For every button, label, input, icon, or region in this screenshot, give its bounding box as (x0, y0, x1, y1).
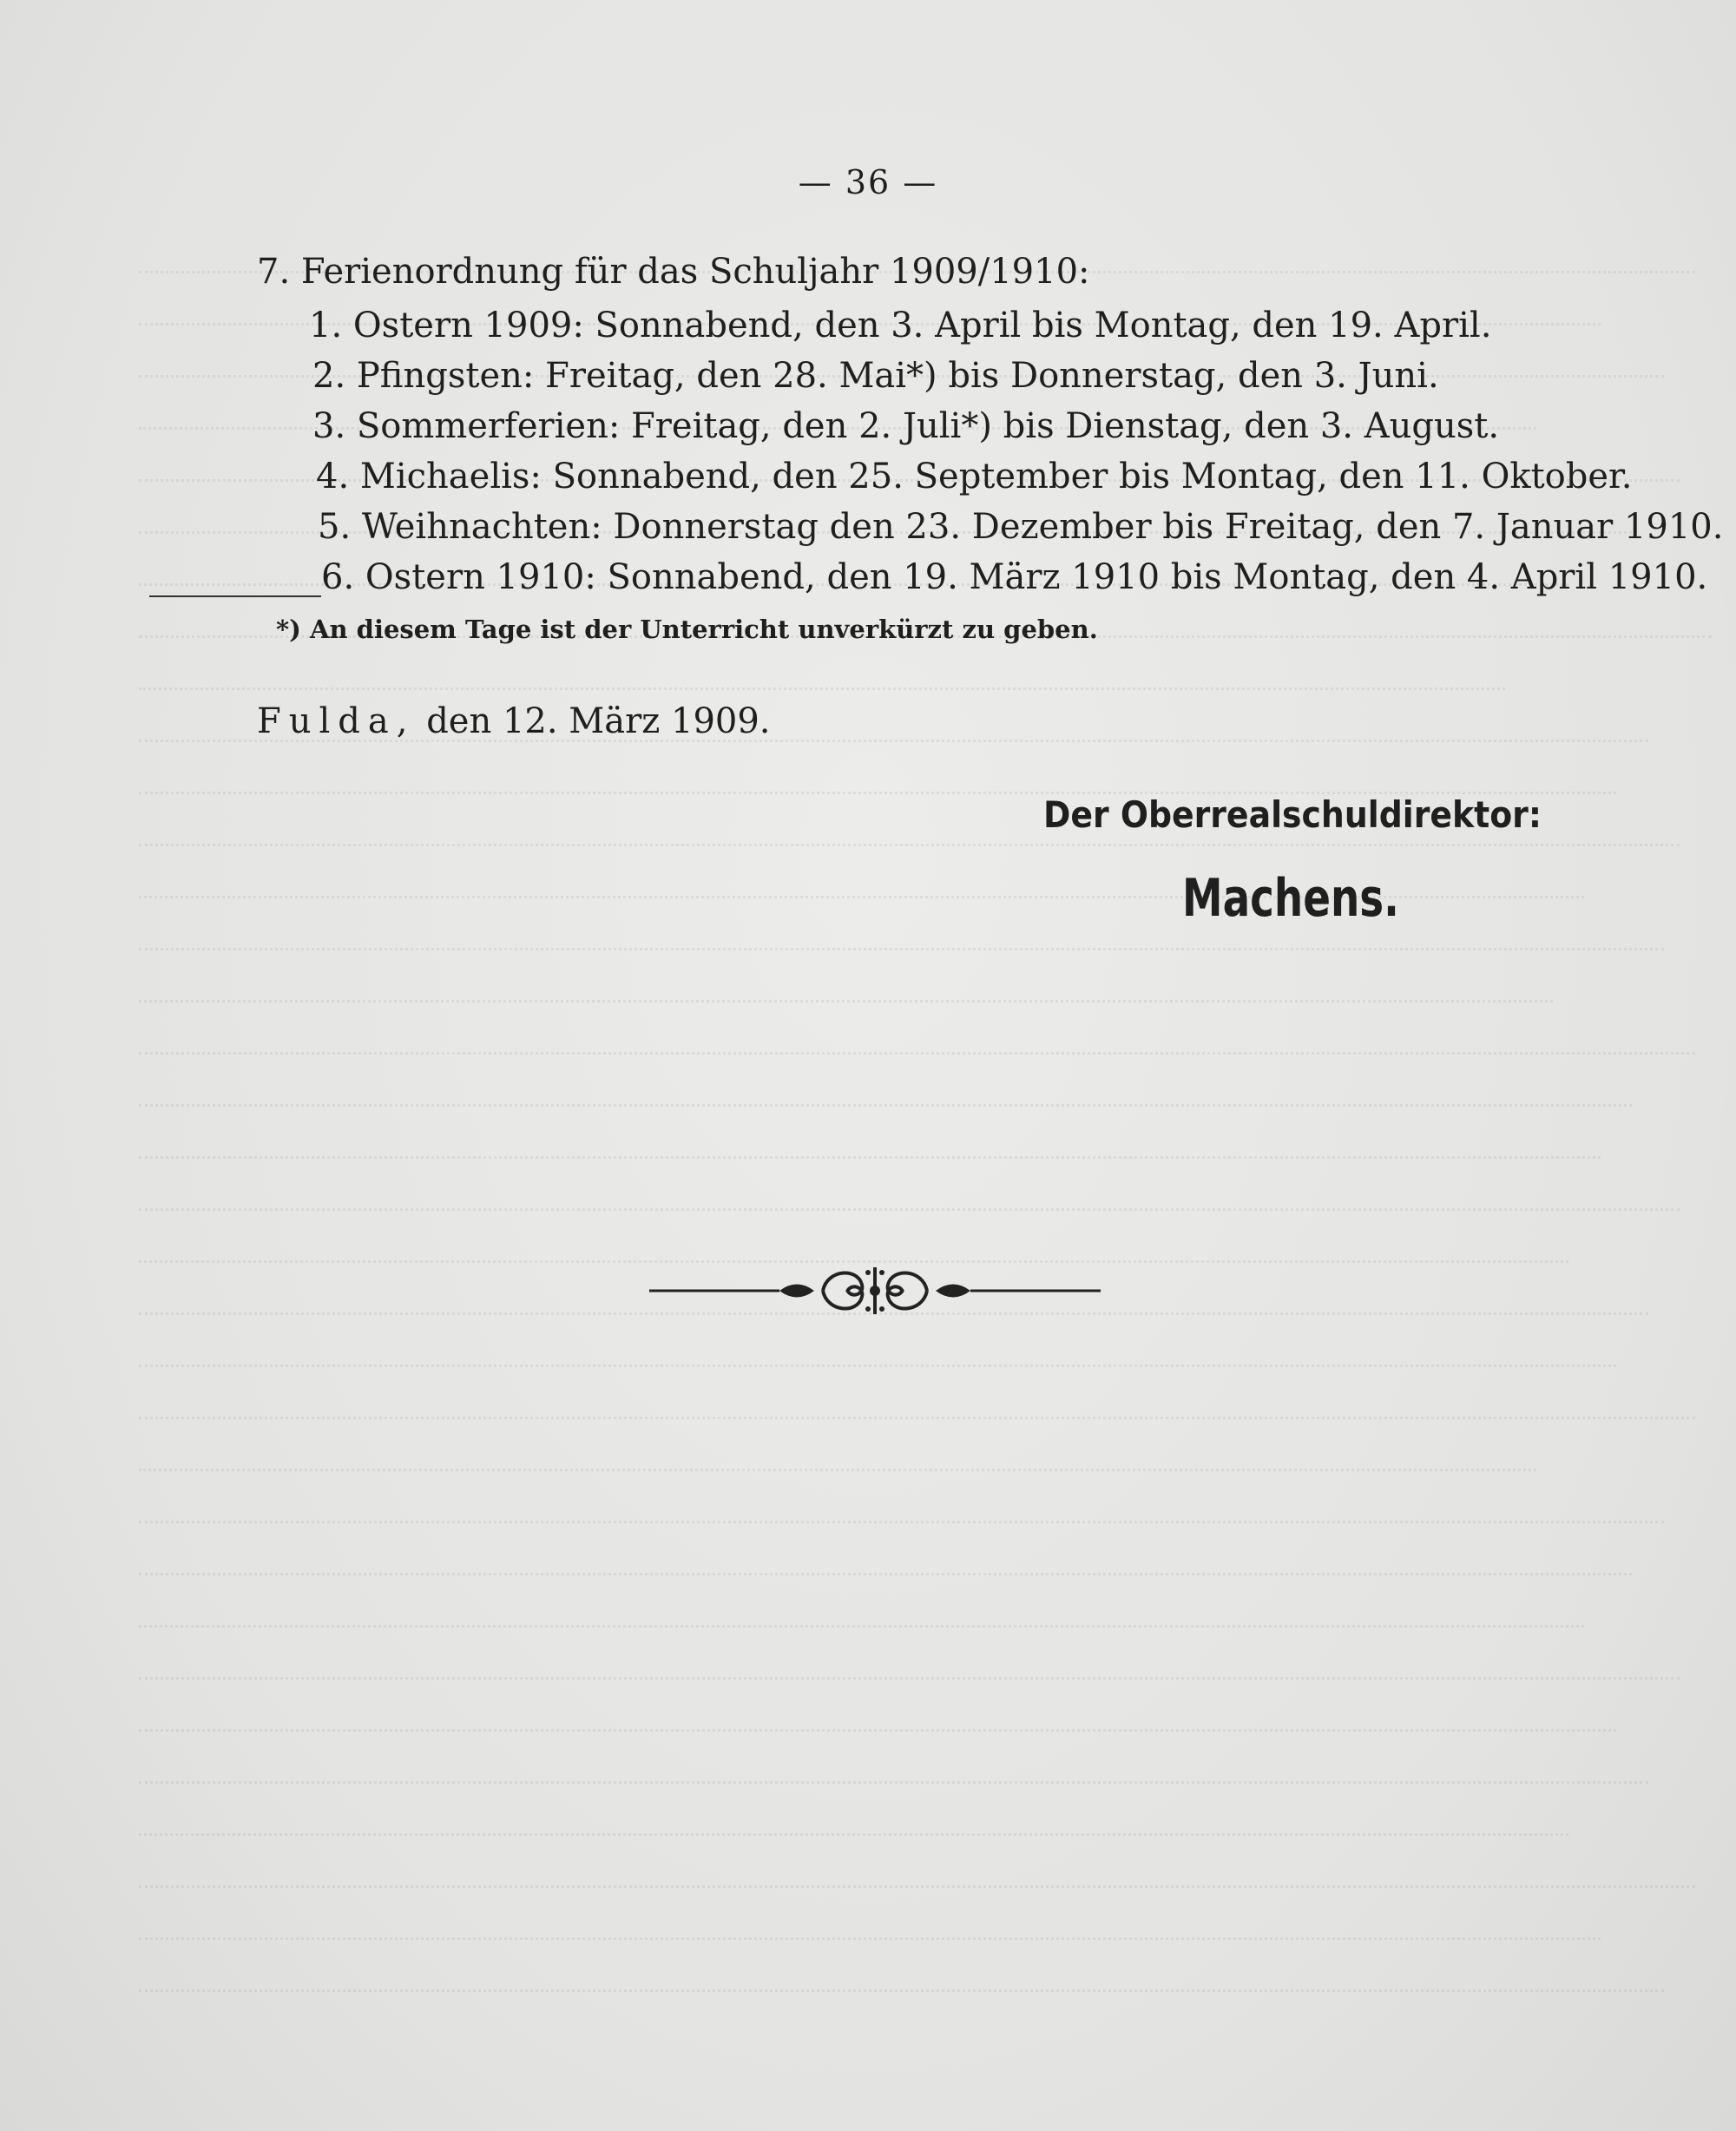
bleed-through-line (139, 1033, 1695, 1055)
footnote-rule (149, 595, 321, 597)
place-date (257, 701, 771, 741)
place: Fulda, (257, 701, 416, 741)
bleed-through-line (139, 1970, 1664, 1992)
bleed-through-line (139, 668, 1505, 690)
holiday-item-easter-1909: 1. Ostern 1909: Sonnabend, den 3. April bis Montag, den 19. April. (309, 306, 1492, 345)
holiday-item-easter-1910: 6. Ostern 1910: Sonnabend, den 19. März 1910 bis Montag, den 4. April 1910. (321, 557, 1708, 597)
bleed-through-line (139, 1502, 1664, 1523)
section-heading: 7. Ferienordnung für das Schuljahr 1909/1910: (257, 252, 1090, 292)
bleed-through-line (139, 1085, 1632, 1107)
date: den 12. März 1909. (426, 701, 771, 741)
bleed-through-line (139, 1606, 1584, 1628)
page-number: — 36 — (798, 163, 938, 201)
ornament-divider-icon (649, 1260, 1101, 1321)
bleed-through-line (139, 981, 1553, 1003)
signature-title: Der Oberrealschuldirektor: (1043, 793, 1542, 836)
holiday-item-christmas: 5. Weihnachten: Donnerstag den 23. Dezember bis Freitag, den 7. Januar 1910. (318, 507, 1724, 547)
bleed-through-line (139, 1866, 1695, 1888)
holiday-item-michaelmas: 4. Michaelis: Sonnabend, den 25. September bis Montag, den 11. Oktober. (316, 457, 1633, 497)
bleed-through-line (139, 1918, 1601, 1940)
bleed-through-line (139, 773, 1616, 794)
bleed-through-line (139, 1398, 1695, 1419)
bleed-through-line (139, 1189, 1680, 1211)
bleed-through-line (139, 1658, 1680, 1680)
signature-name: Machens. (1182, 868, 1399, 929)
bleed-through-line (139, 1710, 1616, 1732)
bleed-through-line (139, 1554, 1632, 1575)
bleed-through-line (139, 929, 1664, 950)
holiday-item-pentecost: 2. Pfingsten: Freitag, den 28. Mai*) bis Donnerstag, den 3. Juni. (312, 356, 1439, 396)
bleed-through-line (139, 1450, 1536, 1471)
bleed-through-line (139, 1814, 1568, 1836)
holiday-item-summer: 3. Sommerferien: Freitag, den 2. Juli*) bis Dienstag, den 3. August. (312, 406, 1500, 446)
bleed-through-line (139, 1345, 1616, 1367)
bleed-through-line (139, 1137, 1601, 1159)
bleed-through-line (139, 1762, 1648, 1784)
footnote: *) An diesem Tage ist der Unterricht unverkürzt zu geben. (276, 615, 1098, 644)
